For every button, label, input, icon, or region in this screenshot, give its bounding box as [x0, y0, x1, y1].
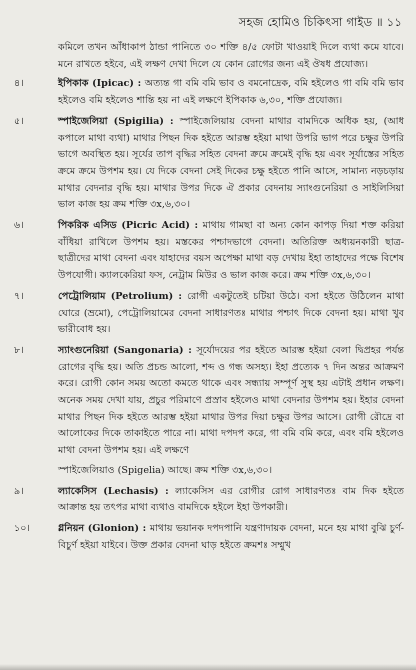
- entry-paragraph: [58, 463, 404, 480]
- entry-content: [58, 484, 404, 517]
- entry-number: ৬।: [14, 220, 24, 232]
- entry-number: ৮।: [14, 344, 24, 356]
- name-separator: :: [133, 78, 145, 90]
- remedy-description: মাথায় গামছা বা অন্য কোন কাপড় দিয়া শক্ত করিয়া বাঁধিয়া রাখিলে উপশম হয়। মস্তকের পশ্চাদভাগে বেদনা। অতিরিক্ত অধ্যয়নকারী ছাত্র-ছাত্রীদের মাথা বেদনা এবং যাহাদের বয়স অপেক্ষা মাথা বড় দেখায় ইহা তাহাদের পক্ষে বিশেষ উপযোগী। ক্যালকেরিয়া ফস, নেট্রাম মিউর ও ভাল কাজ করে। ক্রম শক্তি ৩x,৬,৩০।: [58, 220, 404, 282]
- remedy-description: স্পাইজেলিয়াও (Spigelia) আছে। ক্রম শক্তি ৩x,৬,৩০।: [58, 464, 273, 476]
- entry-content: [58, 114, 404, 214]
- entry-paragraph: [58, 289, 404, 339]
- remedy-name: ল্যাকেসিস (Lechasis): [58, 485, 159, 497]
- entry-paragraph: [58, 521, 404, 554]
- entry-paragraph: [58, 76, 404, 109]
- remedy-list: [14, 76, 404, 554]
- name-separator: :: [158, 485, 176, 497]
- entry-number: ৭।: [14, 290, 24, 302]
- entry-content: [58, 289, 404, 339]
- remedy-entry: [14, 343, 404, 480]
- remedy-entry: [14, 218, 404, 285]
- entry-content: [58, 76, 404, 109]
- running-header: সহজ হোমিও চিকিৎসা গাইড ॥ ১১: [238, 15, 402, 29]
- entry-content: [58, 343, 404, 480]
- entry-content: [58, 218, 404, 285]
- name-separator: :: [163, 115, 180, 127]
- remedy-entry: [14, 76, 404, 109]
- remedy-description: মাথায় ভয়ানক দপদপানি যন্ত্রণাদায়ক বেদনা, মনে হয় মাথা বুঝি চুর্ণ-বিচুর্ণ হইয়া যাইবে। উক্ত প্রকার বেদনা ঘাড় হইতে ক্রমশঃ সম্মুখ: [58, 522, 404, 551]
- entry-number: ৯।: [14, 485, 24, 497]
- remedy-description: ল্যাকেসিস এর রোগীর রোগ সাধারণতঃ বাম দিক হইতে আক্রান্ত হয় তৎপর মাথা ব্যথাও বামদিকে হইলে ইহা উপকারী।: [58, 485, 405, 514]
- remedy-name: পিকরিক এসিড (Picric Acid): [58, 220, 190, 232]
- name-separator: :: [139, 522, 150, 534]
- remedy-entry: [14, 114, 404, 214]
- entry-number: ৫।: [14, 115, 24, 127]
- remedy-description: অত্যন্ত গা বমি বমি ভাব ও বমনোদ্রেক, বমি হইলেও গা বমি বমি ভাব হইলেও বমি হইলেও শান্তি হয় না এই লক্ষণে ইপিকাক ৬,৩০, শক্তি প্রযোজ্য।: [58, 78, 404, 107]
- remedy-name: পেট্রোলিয়াম (Petrolium): [58, 290, 174, 302]
- remedy-entry: [14, 484, 404, 517]
- entry-paragraph: [58, 218, 404, 285]
- remedy-name: স্পাইজেলিয়া (Spigilia): [58, 115, 164, 127]
- page-body: [14, 40, 404, 558]
- remedy-description: সূর্যোদয়ের পর হইতে আরম্ভ হইয়া বেলা দ্বিপ্রহর পর্যন্ত রোগের বৃদ্ধি হয়। অতি প্রচন্ড আলো, শব্দ ও গন্ধ অসহ্য। ইহা প্রত্যেক ৭ দিন অন্তর আক্রমণ করে। রোগী কোন সময় অতো কমতে থাকে এবং সন্ধ্যায় সম্পূর্ণ সুস্থ হয় এটাই প্রধান লক্ষণ। অনেক সময় দেখা যায়, প্রচুর পরিমাণে প্রস্রাব হইলেও মাথা বেদনার উপশম হয়। ইহার বেদনা মাথার পিছন দিক হইতে আরম্ভ হইয়া মাথার উপর দিয়া চক্ষুর উপর আসে। রোগী রৌদ্রে বা আলোকের দিকে তাকাইতে পারে না। মাথা দপদপ করে, গা বমি বমি করে, এবং বমি হইলেও মাথা বেদনা উপশম হয়। এই লক্ষণে: [58, 344, 404, 457]
- remedy-entry: [14, 289, 404, 339]
- remedy-name: গ্লনিয়ন (Glonion): [58, 522, 140, 534]
- remedy-name: স্যাংগুনেরিয়া (Sangonaria): [58, 344, 184, 356]
- remedy-description: রোগী একটুতেই চটিয়া উঠে। বসা হইতে উঠিলেন মাথা ঘোরে (ভ্রমো), পেট্রোলিয়ামের বেদনা সাধারণতঃ মাথার পশ্চাৎ দিকে বেদনা হয়। মাথা খুব ভারীবোধ হয়।: [58, 290, 404, 336]
- entry-number: ১০।: [14, 522, 30, 534]
- remedy-description: স্পাইজেলিয়ায় বেদনা মাথার বামদিকে অধিক হয়, (আধ কপালে মাথা ব্যথা) মাথার পিছন দিক হইতে আরম্ভ হইয়া মাথা উপরি ভাগ পরে চক্ষুর উপরি ভাগে অবস্থিত হয়। সূর্যের তাপ বৃদ্ধির সহিত বেদনা ক্রমে ক্রমেই বৃদ্ধি হয় এবং সূর্যাস্তের সহিত ক্রমে ক্রমে উপশম হয়। যে দিকে বেদনা সেই দিকের চক্ষু হইতে পানি আসে, সামান্য নড়চড়ায় মাথার বেদনার বৃদ্ধি হয়। মাথার উপর দিকে ঐ প্রকার বেদনায় স্যাংগুনেরিয়া ও সাইলিসিয়া ভাল কাজ হয় ক্রম শক্তি ৩x,৬,৩০।: [58, 115, 404, 211]
- remedy-name: ইপিকাক (Ipicac): [58, 78, 134, 90]
- entry-paragraph: [58, 114, 404, 214]
- entry-paragraph: [58, 343, 404, 460]
- name-separator: :: [189, 220, 203, 232]
- entry-paragraph: [58, 484, 404, 517]
- entry-number: ৪।: [14, 78, 24, 90]
- entry-content: [58, 521, 404, 554]
- name-separator: :: [173, 290, 188, 302]
- name-separator: :: [183, 344, 197, 356]
- continued-paragraph: কমিলে তখন আঁধাকাপ ঠান্ডা পানিতে ৩০ শক্তি ৪/৫ ফোটা খাওয়াই দিলে ব্যথা কমে যাবে। মনে রাখতে হইবে, এই লক্ষণ দেখা দিলে যে কোন রোগের জন্য এই ঔষধ প্রযোজ্য।: [58, 42, 404, 70]
- remedy-entry: [14, 521, 404, 554]
- page-edge-shadow: [0, 664, 416, 670]
